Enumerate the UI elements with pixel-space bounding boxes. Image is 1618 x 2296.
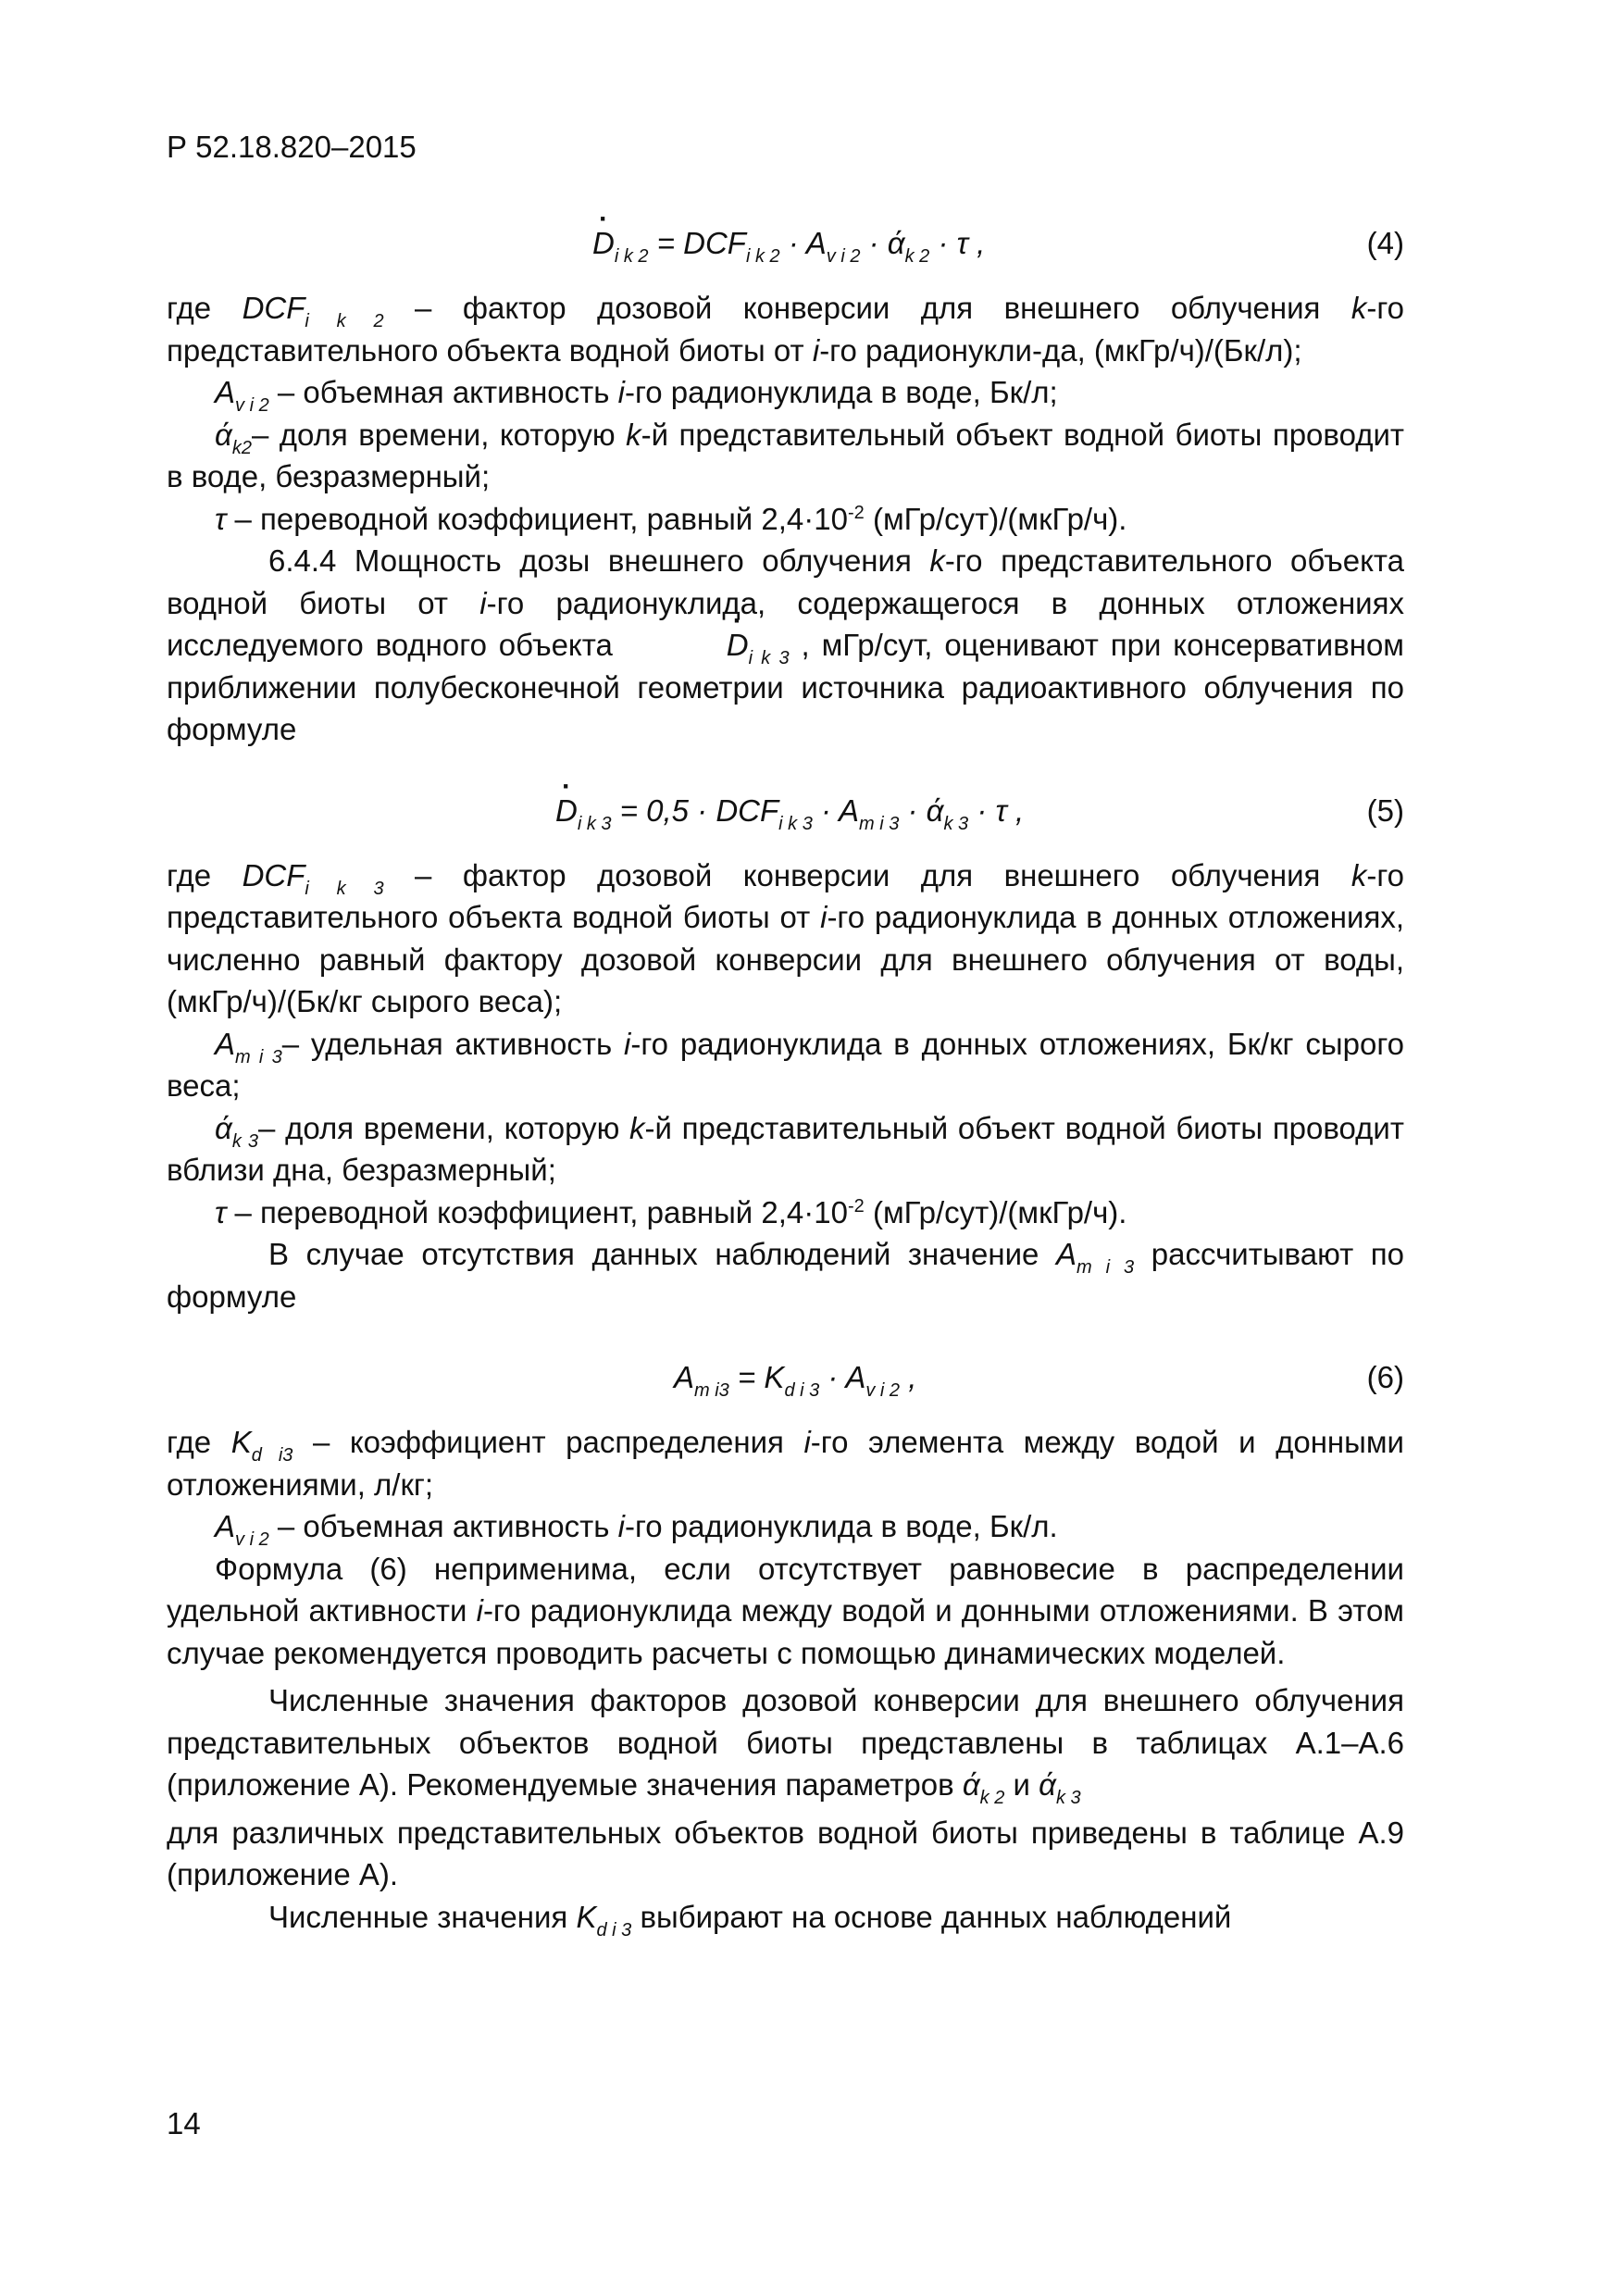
formula-4-expression: · $D_{i k 2} = DCF_{i k 2} \cdot A_{v i 2} \cdot ά_{k 2} \cdot \tau$ , [592, 222, 985, 265]
formula-5 [167, 790, 1404, 843]
paragraph: τ – переводной коэффициент, равный $2,4\cdot 10^{-2}$ (мГр/сут)/(мкГр/ч). [215, 1194, 1127, 1229]
paragraph: $ά_{k 3}-$ доля времени, которую k-й представительный объект водной биоты проводит вблизи дна, безразмерный; [167, 1110, 1404, 1187]
formula-5-number: (5) [1366, 792, 1404, 828]
paragraph: где $DCF_{i k 3}$ – фактор дозовой конверсии для внешнего облучения k-го представительного объекта водной биоты от i-го радионуклида в донных отложениях, численно равный фактору дозовой конверсии для внешнего облучения от воды, (мкГр/ч)/(Бк/кг сырого веса); [167, 857, 1404, 1018]
paragraph: для различных представительных объектов водной биоты приведены в таблице А.9 (приложение А). [167, 1815, 1404, 1891]
page-number: 14 [167, 2106, 201, 2140]
paragraph: Численные значения факторов дозовой конверсии для внешнего облучения представительных объектов водной биоты представлены в таблицах А.1–А.6 (приложение А). Рекомендуемые значения параметров $ά_{k 2}$ и $ά_{k 3}$ [167, 1683, 1404, 1808]
paragraph: $ά_{k2}-$ доля времени, которую k-й представительный объект водной биоты проводит в воде, безразмерный; [167, 417, 1404, 493]
paragraph: Формула (6) неприменима, если отсутствует равновесие в распределении удельной активности i-го радионуклида между водой и донными отложениями. В этом случае рекомендуется проводить расчеты с помощью динамических моделей. [167, 1551, 1404, 1670]
formula-6 [167, 1356, 1404, 1410]
paragraph: Численные значения $K_{d i 3}$ выбирают на основе данных наблюдений [268, 1899, 1232, 1940]
paragraph: В случае отсутствия данных наблюдений значение $A_{m i 3}$ рассчитывают по формуле [167, 1237, 1405, 1314]
formula-4 [167, 222, 1404, 276]
formula-5-expression: · $D_{i k 3} = 0,5 \cdot DCF_{i k 3} \cdot A_{m i 3} \cdot ά_{k 3} \cdot \tau$ , [555, 790, 1024, 832]
paragraph: $A_{v i 2}$ – объемная активность i-го радионуклида в воде, Бк/л. [215, 1509, 1058, 1550]
formula-6-number: (6) [1366, 1360, 1404, 1394]
document-code-header: Р 52.18.820–2015 [167, 130, 417, 164]
page-body [167, 215, 1404, 1938]
paragraph: $A_{m i 3}-$ удельная активность i-го радионуклида в донных отложениях, Бк/кг сырого веса; [167, 1026, 1405, 1103]
paragraph: где $K_{d i3}$ – коэффициент распределения i-го элемента между водой и донными отложениями, л/кг; [167, 1425, 1404, 1502]
paragraph: 6.4.4 Мощность дозы внешнего облучения k-го представительного объекта водной биоты от i-го радионуклида, содержащегося в донных отложениях исследуемого водного объекта · $D_{i k 3}$ , мГр/сут, оценивают при консервативном приближении полубесконечной геометрии источника радиоактивного облучения по формуле [167, 540, 1404, 751]
paragraph: $A_{v i 2}$ – объемная активность i-го радионуклида в воде, Бк/л; [215, 375, 1058, 416]
formula-6-expression: $A_{m i3} = K_{d i 3} \cdot A_{v i 2}$ , [674, 1360, 917, 1401]
formula-4-number: (4) [1366, 226, 1404, 260]
paragraph: где $DCF_{i k 2}$ – фактор дозовой конверсии для внешнего облучения k-го представительного объекта водной биоты от i-го радионукли-да, (мкГр/ч)/(Бк/л); [167, 291, 1404, 368]
paragraph: τ – переводной коэффициент, равный $2,4\cdot 10^{-2}$ (мГр/сут)/(мкГр/ч). [215, 501, 1127, 536]
